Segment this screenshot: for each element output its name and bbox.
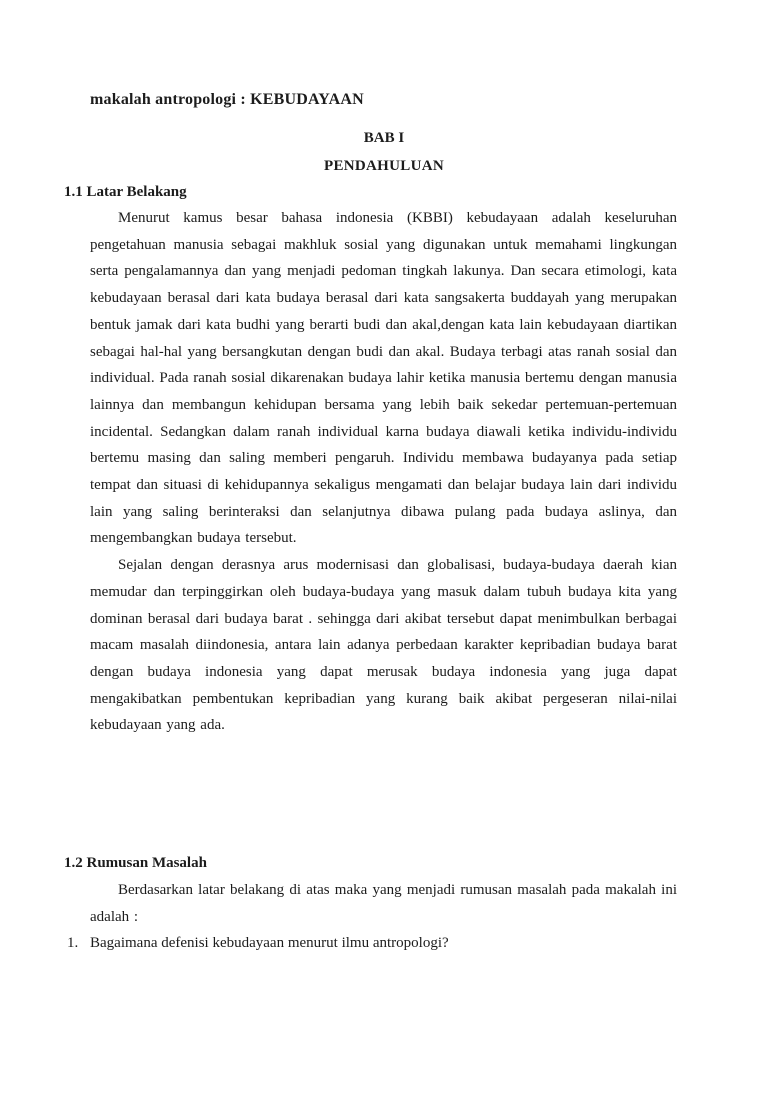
document-title: makalah antropologi : KEBUDAYAAN <box>90 91 364 108</box>
rumusan-masalah-list <box>67 930 677 957</box>
chapter-heading: BAB I <box>363 130 405 146</box>
list-item-text: Bagaimana defenisi kebudayaan menurut ilmu antropologi? <box>90 935 449 952</box>
section-1-body <box>90 205 677 739</box>
chapter-title: PENDAHULUAN <box>324 158 444 174</box>
section-1-heading: 1.1 Latar Belakang <box>64 184 187 200</box>
list-item <box>67 930 677 957</box>
section-1-paragraph-2: Sejalan dengan derasnya arus modernisasi dan globalisasi, budaya-budaya daerah kian memudar dan terpinggirkan oleh budaya-budaya yang masuk dalam tubuh budaya kita yang dominan berasal dari budaya barat . sehingga dari akibat tersebut dapat menimbulkan berbagai macam masalah diindonesia, antara lain adanya perbedaan karakter kepribadian budaya barat dengan budaya indonesia yang dapat merusak budaya indonesia yang juga dapat mengakibatkan pembentukan kepribadian yang kurang baik akibat pergeseran nilai-nilai kebudayaan yang ada. <box>90 557 677 734</box>
document-page <box>0 90 768 1114</box>
list-item-number: 1. <box>67 935 79 952</box>
section-1-paragraph-1: Menurut kamus besar bahasa indonesia (KBBI) kebudayaan adalah keseluruhan pengetahuan manusia sebagai makhluk sosial yang digunakan untuk memahami lingkungan serta pengalamannya dan yang menjadi pedoman tingkah lakunya. Dan secara etimologi, kata kebudayaan berasal dari kata budaya berasal dari kata sangsakerta buddayah yang merupakan bentuk jamak dari kata budhi yang berarti budi dan akal,dengan kata lain kebudayaan diartikan sebagai hal-hal yang bersangkutan dengan budi dan akal. Budaya terbagi atas ranah sosial dan individual. Pada ranah sosial dikarenakan budaya lahir ketika manusia bertemu dengan manusia lainnya dan membangun kehidupan bersama yang lebih baik sekedar pertemuan-pertemuan incidental. Sedangkan dalam ranah individual karna budaya diawali ketika individu-individu bertemu masing dan saling memberi pengaruh. Individu membawa budayanya pada setiap tempat dan situasi di kehidupannya sekaligus mengamati dan belajar budaya lain dari individu lain yang saling berinteraksi dan selanjutnya dibawa pulang pada budaya aslinya, dan mengembangkan budaya tersebut. <box>90 210 677 547</box>
section-2-body <box>90 877 677 930</box>
section-2-heading: 1.2 Rumusan Masalah <box>64 855 207 872</box>
section-2-intro: Berdasarkan latar belakang di atas maka yang menjadi rumusan masalah pada makalah ini adalah : <box>90 882 677 925</box>
